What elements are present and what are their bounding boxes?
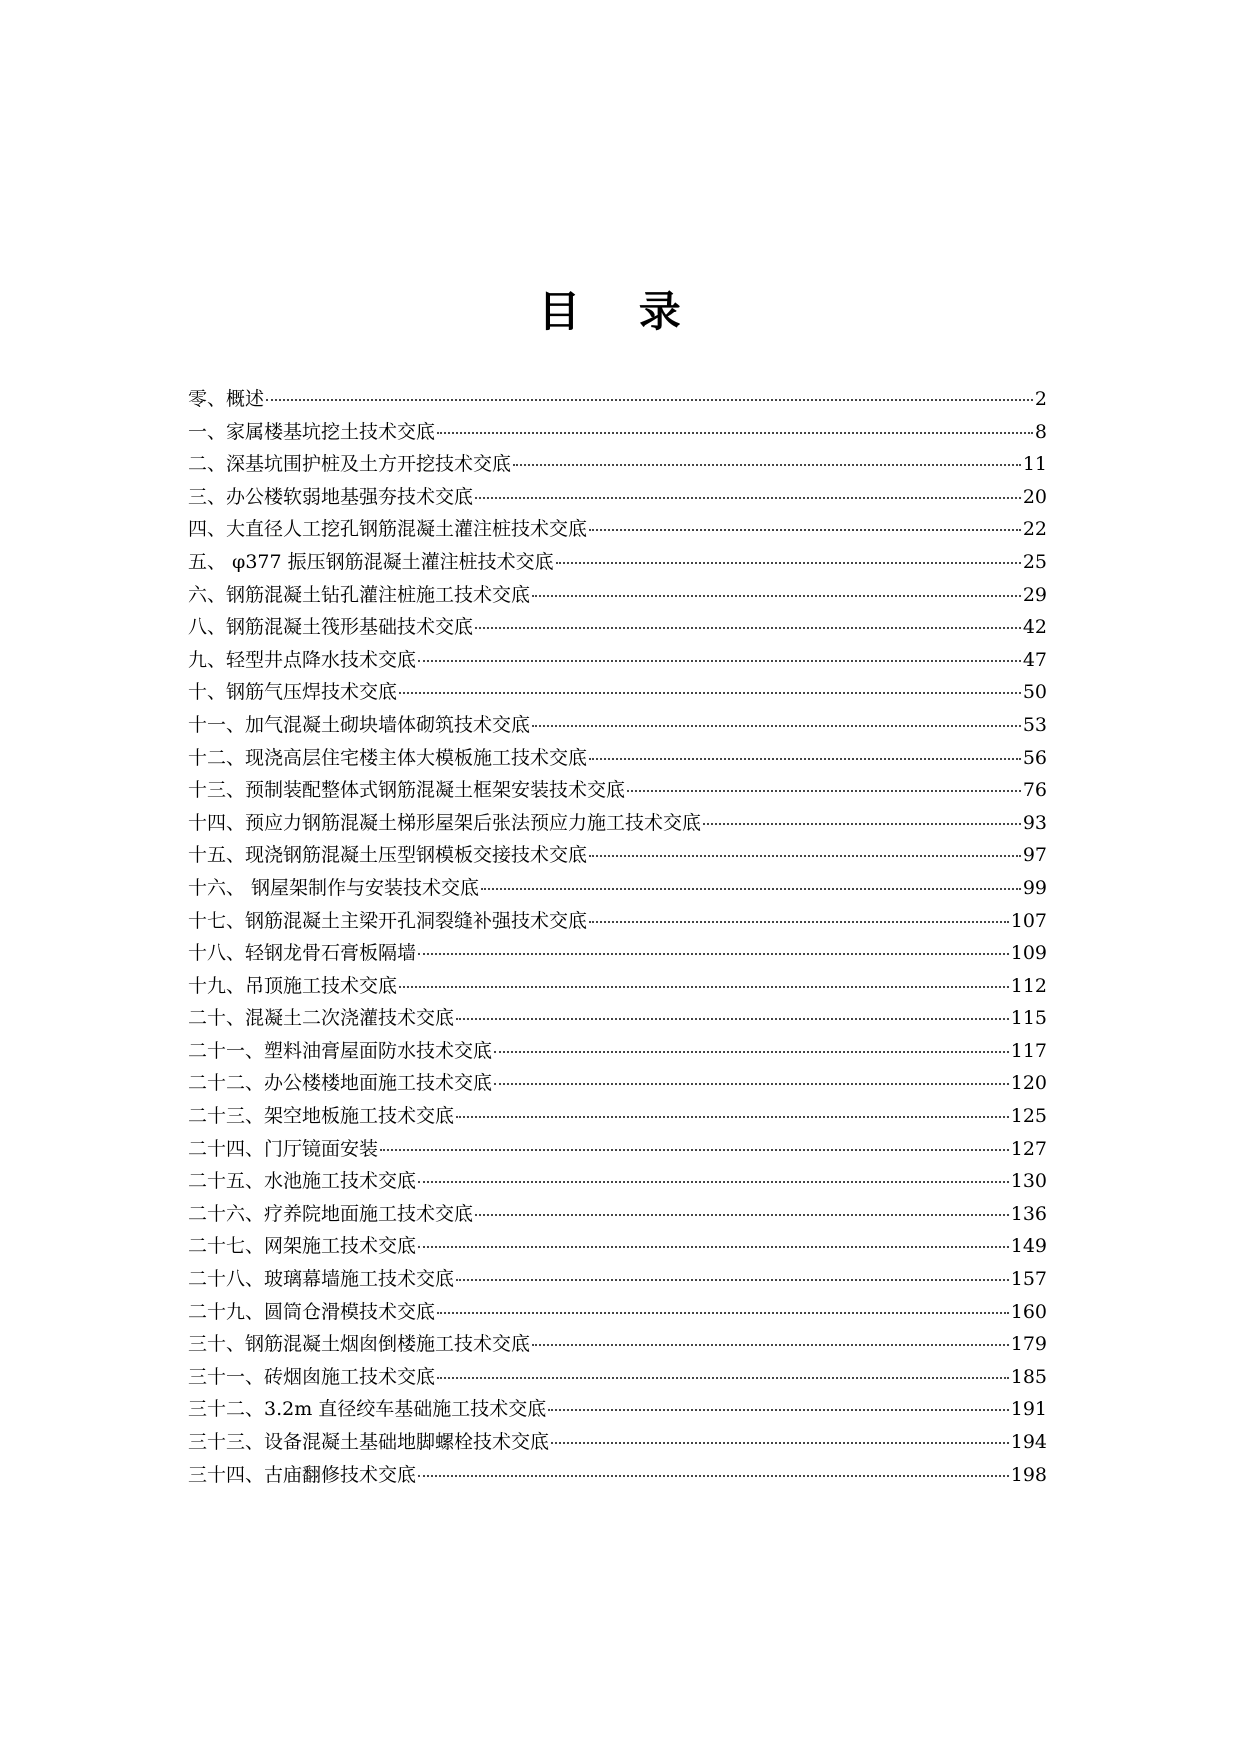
toc-dot-leader <box>266 379 1033 401</box>
toc-entry-label: 三十、钢筋混凝土烟囱倒楼施工技术交底 <box>188 1333 531 1356</box>
toc-entry-label: 三十三、设备混凝土基础地脚螺栓技术交底 <box>188 1431 550 1453</box>
toc-entry-label: 九、轻型井点降水技术交底 <box>188 648 417 671</box>
toc-entry-label: 二十五、水池施工技术交底 <box>188 1170 417 1193</box>
toc-entry-page-number: 56 <box>1022 746 1047 769</box>
toc-entry-label: 二十一、塑料油膏屋面防水技术交底 <box>188 1039 493 1062</box>
toc-dot-leader <box>437 1357 1009 1379</box>
toc-entry-label: 五、 φ377 振压钢筋混凝土灌注桩技术交底 <box>188 550 554 573</box>
toc-entry-label: 八、钢筋混凝土筏形基础技术交底 <box>188 616 474 639</box>
toc-entry-label: 六、钢筋混凝土钻孔灌注桩施工技术交底 <box>188 583 531 606</box>
toc-entry-page-number: 109 <box>1010 942 1047 965</box>
toc-dot-leader <box>494 1031 1009 1053</box>
toc-dot-leader <box>532 1324 1009 1346</box>
toc-dot-leader <box>418 1455 1009 1477</box>
toc-entry-page-number: 112 <box>1010 974 1047 997</box>
toc-title: 目 录 <box>538 287 703 336</box>
toc-entry-page-number: 107 <box>1010 909 1047 932</box>
toc-entry-page-number: 42 <box>1022 616 1047 639</box>
toc-entry-label: 十二、现浇高层住宅楼主体大模板施工技术交底 <box>188 746 588 769</box>
toc-dot-leader <box>589 901 1009 923</box>
toc-dot-leader <box>513 444 1021 466</box>
toc-entry-page-number: 198 <box>1010 1463 1047 1486</box>
toc-entry-label: 二十三、架空地板施工技术交底 <box>188 1105 455 1128</box>
toc-entry-page-number: 47 <box>1022 648 1047 671</box>
toc-dot-leader <box>475 1194 1009 1216</box>
toc-entry-page-number: 130 <box>1010 1170 1047 1193</box>
toc-entry-page-number: 191 <box>1010 1398 1047 1421</box>
table-of-contents <box>188 383 1047 1491</box>
toc-dot-leader <box>589 509 1021 531</box>
toc-dot-leader <box>551 1422 1009 1444</box>
toc-entry-page-number: 53 <box>1022 713 1047 736</box>
toc-entry-page-number: 115 <box>1010 1007 1047 1030</box>
toc-dot-leader <box>481 868 1021 890</box>
toc-entry-page-number: 2 <box>1034 388 1047 410</box>
toc-entry-page-number: 29 <box>1022 583 1047 606</box>
toc-entry-label: 二十六、疗养院地面施工技术交底 <box>188 1202 474 1225</box>
toc-dot-leader <box>418 1161 1009 1183</box>
toc-entry-page-number: 99 <box>1022 876 1047 899</box>
toc-entry-page-number: 117 <box>1010 1039 1047 1062</box>
toc-dot-leader <box>475 477 1021 499</box>
toc-entry-label: 三十一、砖烟囱施工技术交底 <box>188 1365 436 1388</box>
toc-dot-leader <box>456 1096 1009 1118</box>
toc-dot-leader <box>456 998 1009 1020</box>
toc-dot-leader <box>418 640 1021 662</box>
toc-dot-leader <box>627 770 1021 792</box>
toc-dot-leader <box>437 412 1033 434</box>
toc-entry-label: 十三、预制装配整体式钢筋混凝土框架安装技术交底 <box>188 779 626 802</box>
toc-entry-page-number: 136 <box>1010 1202 1047 1225</box>
toc-entry-label: 二、深基坑围护桩及土方开挖技术交底 <box>188 453 512 476</box>
toc-entry-label: 二十七、网架施工技术交底 <box>188 1235 417 1258</box>
toc-entry-page-number: 160 <box>1010 1300 1047 1323</box>
toc-entry-label: 三十四、古庙翻修技术交底 <box>188 1463 417 1486</box>
toc-dot-leader <box>556 542 1021 564</box>
toc-entry-label: 十七、钢筋混凝土主梁开孔洞裂缝补强技术交底 <box>188 909 588 932</box>
toc-dot-leader <box>437 1292 1009 1314</box>
toc-entry-page-number: 50 <box>1022 681 1047 704</box>
toc-entry-label: 零、概述 <box>188 388 265 410</box>
toc-dot-leader <box>548 1389 1008 1411</box>
toc-entry-page-number: 120 <box>1010 1072 1047 1095</box>
toc-dot-leader <box>418 933 1009 955</box>
toc-dot-leader <box>418 1226 1009 1248</box>
toc-entry-label: 十六、 钢屋架制作与安装技术交底 <box>188 876 480 899</box>
toc-entry-label: 十八、轻钢龙骨石膏板隔墙 <box>188 942 417 965</box>
toc-entry-label: 二十八、玻璃幕墙施工技术交底 <box>188 1268 455 1291</box>
toc-entry-label: 二十二、办公楼楼地面施工技术交底 <box>188 1072 493 1095</box>
toc-entry-page-number: 8 <box>1034 420 1047 443</box>
toc-entry-label: 三、办公楼软弱地基强夯技术交底 <box>188 485 474 508</box>
toc-entry-label: 十九、吊顶施工技术交底 <box>188 974 398 997</box>
toc-dot-leader <box>475 607 1021 629</box>
toc-entry-page-number: 179 <box>1010 1333 1047 1356</box>
toc-entry[interactable] <box>188 1459 1047 1492</box>
toc-entry-label: 三十二、3.2m 直径绞车基础施工技术交底 <box>188 1398 547 1421</box>
toc-entry-page-number: 127 <box>1010 1137 1047 1160</box>
toc-entry-label: 二十九、圆筒仓滑模技术交底 <box>188 1300 436 1323</box>
toc-entry-label: 二十、混凝土二次浇灌技术交底 <box>188 1007 455 1030</box>
toc-dot-leader <box>399 672 1021 694</box>
toc-entry-page-number: 125 <box>1010 1105 1047 1128</box>
toc-entry-page-number: 185 <box>1010 1365 1047 1388</box>
toc-entry-page-number: 149 <box>1010 1235 1047 1258</box>
toc-entry-label: 十四、预应力钢筋混凝土梯形屋架后张法预应力施工技术交底 <box>188 811 702 834</box>
toc-dot-leader <box>456 1259 1009 1281</box>
toc-entry-label: 十、钢筋气压焊技术交底 <box>188 681 398 704</box>
toc-entry-page-number: 194 <box>1010 1431 1047 1453</box>
toc-dot-leader <box>703 803 1021 825</box>
toc-entry-page-number: 25 <box>1022 550 1047 573</box>
toc-dot-leader <box>532 705 1021 727</box>
toc-dot-leader <box>494 1063 1009 1085</box>
toc-entry-page-number: 20 <box>1022 485 1047 508</box>
toc-entry-label: 一、家属楼基坑挖土技术交底 <box>188 420 436 443</box>
toc-dot-leader <box>399 966 1009 988</box>
toc-dot-leader <box>380 1129 1009 1151</box>
toc-entry-page-number: 157 <box>1010 1268 1047 1291</box>
toc-entry-page-number: 76 <box>1022 779 1047 802</box>
toc-entry-label: 十一、加气混凝土砌块墙体砌筑技术交底 <box>188 713 531 736</box>
toc-entry-page-number: 22 <box>1022 518 1047 541</box>
toc-dot-leader <box>532 575 1021 597</box>
toc-entry-page-number: 11 <box>1022 453 1047 476</box>
toc-entry-page-number: 97 <box>1022 844 1047 867</box>
toc-dot-leader <box>589 738 1021 760</box>
toc-entry-label: 二十四、门厅镜面安装 <box>188 1137 379 1160</box>
toc-entry-page-number: 93 <box>1022 811 1047 834</box>
toc-entry-label: 十五、现浇钢筋混凝土压型钢模板交接技术交底 <box>188 844 588 867</box>
toc-dot-leader <box>589 835 1021 857</box>
toc-entry-label: 四、大直径人工挖孔钢筋混凝土灌注桩技术交底 <box>188 518 588 541</box>
